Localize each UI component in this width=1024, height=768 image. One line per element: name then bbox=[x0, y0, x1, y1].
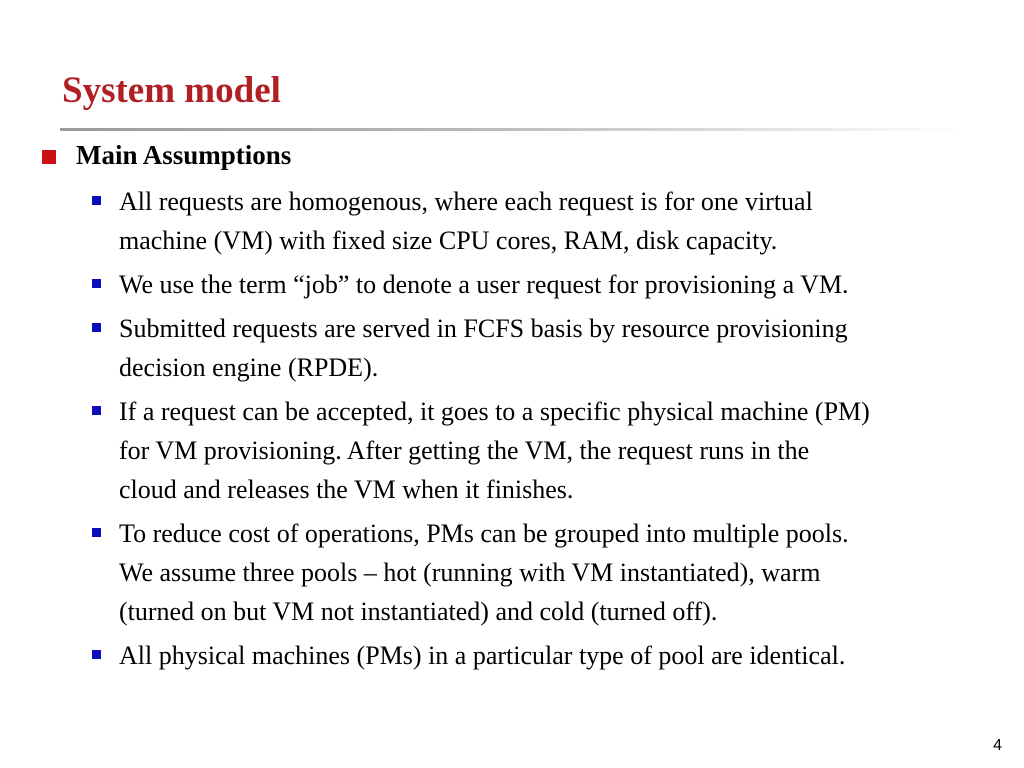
slide-content bbox=[40, 137, 1000, 680]
list-item bbox=[40, 265, 1000, 304]
square-bullet-icon bbox=[92, 406, 101, 415]
bullet-line: machine (VM) with fixed size CPU cores, RAM, disk capacity. bbox=[119, 226, 778, 255]
list-item bbox=[40, 636, 1000, 675]
heading-text: Main Assumptions bbox=[76, 140, 292, 170]
square-bullet-icon bbox=[42, 150, 56, 164]
bullet-line: We use the term “job” to denote a user request for provisioning a VM. bbox=[119, 270, 849, 299]
square-bullet-icon bbox=[92, 650, 101, 659]
title-divider bbox=[60, 128, 964, 131]
bullet-line: If a request can be accepted, it goes to a specific physical machine (PM) bbox=[119, 397, 870, 426]
square-bullet-icon bbox=[92, 323, 101, 332]
list-item bbox=[40, 182, 1000, 260]
square-bullet-icon bbox=[92, 196, 101, 205]
bullet-line: for VM provisioning. After getting the VM, the request runs in the bbox=[119, 436, 810, 465]
square-bullet-icon bbox=[92, 279, 101, 288]
bullet-line: cloud and releases the VM when it finishes. bbox=[119, 475, 574, 504]
assumption-list bbox=[40, 182, 1000, 675]
slide-title: System model bbox=[62, 70, 281, 111]
bullet-line: (turned on but VM not instantiated) and cold (turned off). bbox=[119, 597, 718, 626]
square-bullet-icon bbox=[92, 528, 101, 537]
bullet-line: decision engine (RPDE). bbox=[119, 353, 379, 382]
bullet-line: All requests are homogenous, where each request is for one virtual bbox=[119, 187, 813, 216]
list-item bbox=[40, 309, 1000, 387]
main-assumptions-heading bbox=[40, 137, 1000, 173]
bullet-line: To reduce cost of operations, PMs can be grouped into multiple pools. bbox=[119, 519, 849, 548]
list-item bbox=[40, 392, 1000, 509]
bullet-line: All physical machines (PMs) in a particular type of pool are identical. bbox=[119, 641, 846, 670]
list-item bbox=[40, 514, 1000, 631]
slide-number: 4 bbox=[993, 737, 1002, 754]
bullet-line: We assume three pools – hot (running with VM instantiated), warm bbox=[119, 558, 821, 587]
bullet-line: Submitted requests are served in FCFS basis by resource provisioning bbox=[119, 314, 848, 343]
